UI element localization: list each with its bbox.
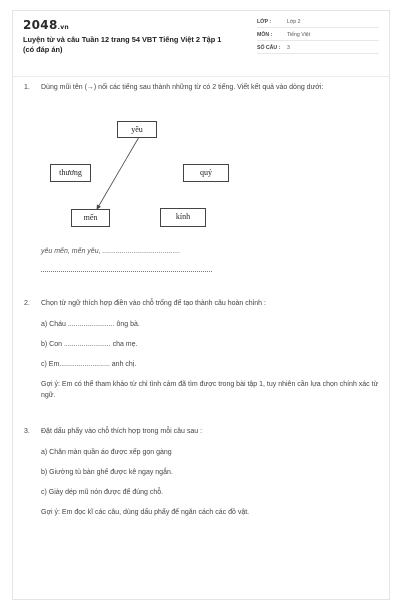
q2-text: Chọn từ ngữ thích hợp điền vào chỗ trống để tạo thành câu hoàn chỉnh : [41, 300, 266, 307]
q3-item: b) Giường tủ bàn ghế được kê ngay ngắn. [41, 469, 173, 476]
logo-sub: .vn [57, 24, 69, 31]
q1-arrow-diagram [13, 11, 389, 311]
logo-main: 2048 [23, 18, 58, 32]
meta-key: LỚP : [257, 19, 272, 25]
q3-text: Đặt dấu phẩy vào chỗ thích hợp trong mỗi câu sau : [41, 428, 203, 435]
word-box-yeu: yêu [117, 121, 157, 138]
word-box-men: mến [71, 209, 110, 227]
meta-value: 3 [287, 45, 290, 51]
word-box-thuong: thương [50, 164, 91, 182]
q1-answer-line: yêu mến, mến yêu, ........................................ [41, 248, 181, 255]
document-title: Luyện từ và câu Tuần 12 trang 54 VBT Tiếng Việt 2 Tập 1 (có đáp án) [23, 35, 222, 54]
q1-number: 1. [24, 84, 30, 91]
q2-item: a) Cháu ........................ ông bà. [41, 321, 140, 328]
q2-item: c) Em.......................... anh chị. [41, 361, 137, 368]
q1-text: Dùng mũi tên (→) nối các tiếng sau thành những từ có 2 tiếng. Viết kết quả vào dòng dưới: [41, 84, 324, 91]
worksheet-page [12, 10, 390, 600]
meta-key: SỐ CÂU : [257, 45, 281, 51]
q1-blank-line [41, 271, 212, 272]
q2-number: 2. [24, 300, 30, 307]
connect-arrow [97, 137, 139, 209]
word-box-quy: quý [183, 164, 229, 182]
q3-number: 3. [24, 428, 30, 435]
meta-key: MÔN : [257, 32, 273, 38]
q3-item: a) Chăn màn quần áo được xếp gọn gàng [41, 449, 172, 456]
word-box-kinh: kính [160, 208, 206, 227]
q2-item: b) Con ........................ cha mẹ. [41, 341, 138, 348]
meta-value: Lớp 2 [287, 19, 301, 25]
q3-hint: Gợi ý: Em đọc kĩ các câu, dùng dấu phẩy để ngăn cách các đồ vật. [41, 509, 250, 516]
q2-hint: Gợi ý: Em có thể tham khảo từ chỉ tình cảm đã tìm được trong bài tập 1, tuy nhiên cần lựa chọn chính xác từ ngữ. [41, 381, 379, 399]
meta-value: Tiếng Việt [287, 32, 311, 38]
q3-item: c) Giày dép mũ nón được để đúng chỗ. [41, 489, 164, 496]
